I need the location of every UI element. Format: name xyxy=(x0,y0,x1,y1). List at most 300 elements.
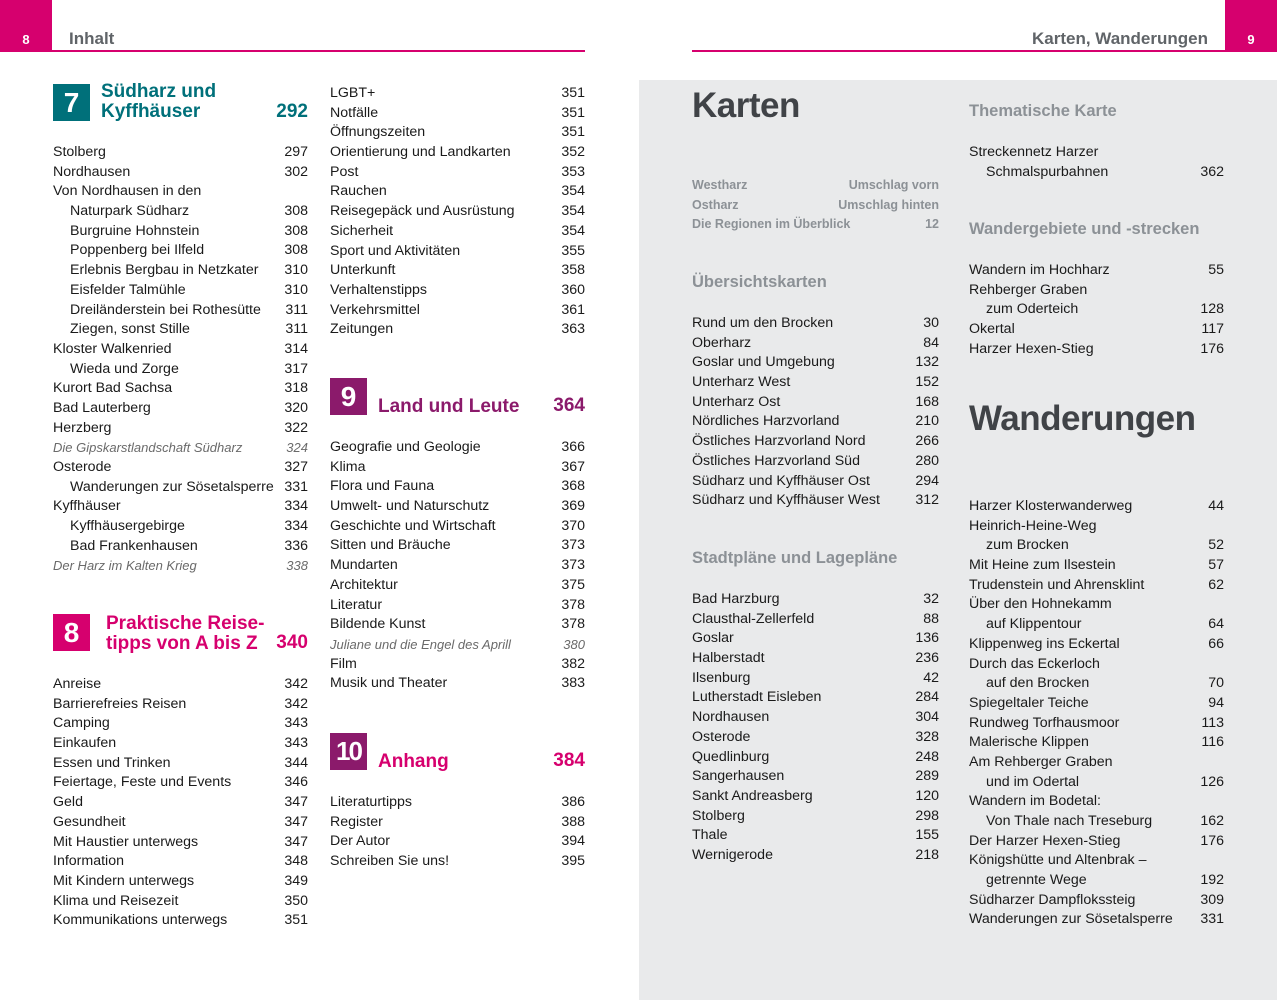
toc-entry-page: 354 xyxy=(561,203,585,220)
toc-entry xyxy=(692,590,939,610)
toc-entry-page: 116 xyxy=(1201,734,1224,751)
toc-entry xyxy=(692,393,939,413)
toc-entry-page: 310 xyxy=(284,262,308,279)
toc-entry-title: Von Nordhausen in den xyxy=(53,183,202,200)
toc-entry-page: 210 xyxy=(915,413,939,430)
toc-entry xyxy=(53,301,308,321)
toc-entry-title: Harzer Klosterwanderweg xyxy=(969,498,1133,514)
toc-entry-title: Streckennetz Harzer xyxy=(969,144,1099,160)
toc-entry-page: 128 xyxy=(1200,301,1224,318)
toc-entry-page: 367 xyxy=(561,458,585,475)
toc-entry-page: 331 xyxy=(284,478,308,495)
toc-entry xyxy=(330,635,585,655)
toc-entry xyxy=(330,832,585,852)
chapter-9-header xyxy=(330,378,585,418)
toc-entry xyxy=(53,911,308,931)
toc-entry xyxy=(330,517,585,537)
toc-entry-title: Zeitungen xyxy=(330,321,394,338)
toc-entry-title: Notfälle xyxy=(330,104,379,121)
toc-entry-title: Quedlinburg xyxy=(692,748,770,765)
toc-entry xyxy=(53,399,308,419)
toc-entry xyxy=(53,537,308,557)
toc-entry-page: 64 xyxy=(1208,616,1224,633)
toc-entry-page: 354 xyxy=(561,222,585,239)
toc-entry-title: Musik und Theater xyxy=(330,675,448,692)
toc-entry-page: 380 xyxy=(563,636,585,652)
chapter-page: 292 xyxy=(276,101,308,122)
toc-entry-title: Klima und Reisezeit xyxy=(53,892,179,909)
toc-entry-page: 349 xyxy=(284,872,308,889)
toc-entry-page: 328 xyxy=(915,728,939,745)
toc-entry-title: Nordhausen xyxy=(692,709,770,726)
toc-entry xyxy=(330,615,585,635)
toc-entry-title: Mit Kindern unterwegs xyxy=(53,872,195,889)
toc-entry-title: Wandern im Hochharz xyxy=(969,262,1110,278)
toc-entry xyxy=(692,826,939,846)
toc-entry xyxy=(969,556,1224,576)
toc-entry-title: Mit Heine zum Ilsestein xyxy=(969,557,1116,574)
toc-entry-page: 309 xyxy=(1200,891,1224,908)
toc-entry-page: 383 xyxy=(561,675,585,692)
toc-entry-page: 12 xyxy=(925,217,939,232)
toc-entry-title: auf Klippentour xyxy=(986,616,1082,633)
toc-entry-page: Umschlag vorn xyxy=(848,178,939,192)
toc-entry-page: 113 xyxy=(1201,714,1224,731)
toc-entry-title: zum Oderteich xyxy=(986,301,1079,318)
toc-entry-page: 343 xyxy=(284,715,308,732)
toc-entry-title: Klippenweg ins Eckertal xyxy=(969,635,1120,652)
right-page-number: 9 xyxy=(1247,32,1255,47)
toc-entry-title: Die Gipskarstlandschaft Südharz xyxy=(53,440,243,456)
toc-entry-title: Information xyxy=(53,853,124,870)
toc-entry xyxy=(330,281,585,301)
toc-entry xyxy=(53,261,308,281)
toc-entry xyxy=(969,615,1224,635)
toc-entry-page: 343 xyxy=(284,735,308,752)
toc-entry-page: 66 xyxy=(1208,635,1224,652)
toc-entry xyxy=(692,176,939,196)
chapter-8-list-continued xyxy=(330,84,585,340)
toc-entry-title: Thale xyxy=(692,827,728,844)
toc-entry xyxy=(53,675,308,695)
toc-entry-page: 311 xyxy=(285,321,308,338)
toc-entry xyxy=(692,491,939,511)
chapter-title-line: tipps von A bis Z xyxy=(106,633,258,654)
toc-entry-page: 162 xyxy=(1200,813,1224,829)
toc-entry-title: Durch das Eckerloch xyxy=(969,655,1100,672)
toc-entry-page: 284 xyxy=(915,689,939,706)
toc-entry-title: Anreise xyxy=(53,676,102,692)
toc-entry xyxy=(692,412,939,432)
toc-entry xyxy=(692,728,939,748)
toc-entry xyxy=(692,669,939,689)
toc-entry xyxy=(53,833,308,853)
toc-entry-title: Kloster Walkenried xyxy=(53,340,172,357)
toc-entry-title: Mundarten xyxy=(330,557,398,574)
toc-entry xyxy=(969,674,1224,694)
toc-entry-page: 327 xyxy=(284,459,308,475)
toc-entry-title: Post xyxy=(330,163,359,180)
chapter-7-list xyxy=(53,143,308,576)
toc-entry-title: Umwelt- und Naturschutz xyxy=(330,498,490,515)
toc-entry-title: Unterkunft xyxy=(330,262,396,279)
toc-entry xyxy=(53,813,308,833)
toc-entry-page: 366 xyxy=(561,439,585,455)
toc-entry-title: Bad Lauterberg xyxy=(53,399,151,416)
left-page-number: 8 xyxy=(22,32,30,47)
toc-entry xyxy=(969,655,1224,675)
toc-entry xyxy=(692,373,939,393)
toc-entry xyxy=(692,807,939,827)
toc-entry-title: Flora und Fauna xyxy=(330,478,435,495)
toc-entry xyxy=(969,595,1224,615)
toc-entry-title: Östliches Harzvorland Süd xyxy=(692,452,860,469)
toc-entry-title: und im Odertal xyxy=(986,773,1080,790)
toc-entry xyxy=(53,478,308,498)
toc-entry-title: Bad Frankenhausen xyxy=(70,537,198,554)
toc-entry-title: Kommunikations unterwegs xyxy=(53,912,228,929)
toc-entry-page: 344 xyxy=(284,754,308,771)
chapter-9-list xyxy=(330,438,585,694)
toc-entry xyxy=(969,497,1224,517)
toc-entry-page: 370 xyxy=(561,517,585,534)
toc-entry xyxy=(692,610,939,630)
toc-entry xyxy=(53,143,308,163)
toc-entry-title: Halberstadt xyxy=(692,650,765,667)
toc-entry xyxy=(330,320,585,340)
toc-entry-page: 176 xyxy=(1200,340,1224,357)
toc-entry-page: 248 xyxy=(915,748,939,765)
toc-entry xyxy=(330,182,585,202)
toc-entry xyxy=(330,852,585,872)
toc-entry-page: 297 xyxy=(284,144,308,160)
toc-entry xyxy=(53,182,308,202)
toc-entry-title: Nördliches Harzvorland xyxy=(692,413,840,430)
toc-entry xyxy=(53,320,308,340)
toc-entry-page: 132 xyxy=(915,354,939,371)
chapter-title: Land und Leute xyxy=(378,396,520,417)
chapter-page: 384 xyxy=(553,750,585,771)
toc-entry-page: 362 xyxy=(1200,163,1224,180)
toc-entry-title: Film xyxy=(330,655,357,672)
toc-entry-title: Register xyxy=(330,813,383,830)
toc-entry-title: Königshütte und Altenbrak – xyxy=(969,852,1147,869)
toc-entry xyxy=(330,104,585,124)
toc-entry-page: 353 xyxy=(561,163,585,180)
toc-entry xyxy=(692,767,939,787)
stadtplaene-heading: Stadtpläne und Lagepläne xyxy=(692,549,898,567)
toc-entry xyxy=(692,472,939,492)
toc-entry-page: 302 xyxy=(284,163,308,180)
toc-entry-page: 57 xyxy=(1208,557,1224,574)
toc-entry xyxy=(692,787,939,807)
toc-entry-title: Verkehrsmittel xyxy=(330,301,420,318)
toc-entry xyxy=(969,733,1224,753)
toc-entry-title: Kyffhäusergebirge xyxy=(70,518,185,535)
toc-entry-title: Dreiländerstein bei Rothesütte xyxy=(70,301,261,318)
toc-entry xyxy=(53,556,308,576)
thematisch-list xyxy=(969,143,1224,182)
toc-entry xyxy=(53,714,308,734)
toc-entry-page: 126 xyxy=(1200,773,1224,790)
toc-entry-title: Südharz und Kyffhäuser Ost xyxy=(692,472,870,489)
toc-entry xyxy=(330,655,585,675)
toc-entry xyxy=(330,301,585,321)
toc-entry-title: Poppenberg bei Ilfeld xyxy=(70,242,205,259)
toc-entry-page: 355 xyxy=(561,242,585,259)
toc-entry-page: 395 xyxy=(561,853,585,870)
toc-entry-title: Feiertage, Feste und Events xyxy=(53,774,232,791)
toc-entry-title: Lutherstadt Eisleben xyxy=(692,689,822,706)
right-header-rule xyxy=(692,50,1225,52)
toc-entry xyxy=(330,458,585,478)
toc-entry xyxy=(330,438,585,458)
karten-title: Karten xyxy=(692,86,800,125)
toc-entry xyxy=(969,281,1224,301)
toc-entry-title: Wernigerode xyxy=(692,846,773,863)
chapter-10-header xyxy=(330,733,585,773)
toc-entry-page: 317 xyxy=(284,360,308,377)
chapter-number-box: 9 xyxy=(330,378,367,415)
toc-entry xyxy=(969,694,1224,714)
toc-entry-page: 318 xyxy=(284,380,308,397)
toc-entry xyxy=(969,536,1224,556)
toc-entry-title: Ilsenburg xyxy=(692,669,751,686)
toc-entry-page: 331 xyxy=(1200,911,1224,928)
toc-entry-title: Oberharz xyxy=(692,334,752,351)
toc-entry-title: Sicherheit xyxy=(330,222,394,239)
chapter-page: 364 xyxy=(553,395,585,416)
toc-entry xyxy=(969,163,1224,183)
toc-entry-page: 30 xyxy=(923,315,939,331)
toc-entry-title: Unterharz Ost xyxy=(692,393,781,410)
toc-entry xyxy=(330,497,585,517)
toc-entry-title: Orientierung und Landkarten xyxy=(330,144,511,161)
toc-entry-title: Wieda und Zorge xyxy=(70,360,179,377)
toc-entry-title: Barrierefreies Reisen xyxy=(53,695,187,712)
toc-entry xyxy=(969,753,1224,773)
chapter-title-line: Praktische Reise- xyxy=(106,613,265,634)
toc-entry xyxy=(53,852,308,872)
toc-entry xyxy=(330,163,585,183)
right-page-title: Karten, Wanderungen xyxy=(1032,29,1208,48)
toc-entry-title: Südharz und Kyffhäuser West xyxy=(692,492,880,509)
toc-entry-title: Östliches Harzvorland Nord xyxy=(692,433,866,450)
toc-entry-title: Rundweg Torfhausmoor xyxy=(969,714,1120,731)
toc-entry-title: Camping xyxy=(53,715,110,732)
toc-entry-page: 361 xyxy=(561,301,585,318)
toc-entry-title: Wanderungen zur Sösetalsperre xyxy=(70,478,274,495)
toc-entry xyxy=(969,340,1224,360)
toc-entry-title: LGBT+ xyxy=(330,85,376,101)
right-page-number-tab xyxy=(1225,0,1277,52)
uebersicht-list xyxy=(692,314,939,511)
toc-entry xyxy=(330,222,585,242)
toc-entry-title: Literaturtipps xyxy=(330,794,413,810)
toc-entry xyxy=(53,497,308,517)
toc-entry xyxy=(692,314,939,334)
toc-entry xyxy=(53,438,308,458)
toc-entry xyxy=(692,629,939,649)
toc-entry xyxy=(53,793,308,813)
chapter-title-line: Kyffhäuser xyxy=(101,101,201,122)
toc-entry-page: 347 xyxy=(284,833,308,850)
toc-entry-title: Geografie und Geologie xyxy=(330,439,481,455)
toc-entry xyxy=(969,300,1224,320)
toc-entry xyxy=(969,851,1224,871)
toc-entry xyxy=(330,477,585,497)
toc-entry-title: Essen und Trinken xyxy=(53,754,171,771)
toc-entry-title: Gesundheit xyxy=(53,813,126,830)
toc-entry xyxy=(969,812,1224,832)
toc-entry-title: Herzberg xyxy=(53,419,112,436)
toc-entry-title: Unterharz West xyxy=(692,374,791,391)
toc-entry xyxy=(53,202,308,222)
toc-entry-page: 375 xyxy=(561,576,585,593)
toc-entry xyxy=(330,596,585,616)
toc-entry-page: 394 xyxy=(561,833,585,850)
toc-entry-title: Verhaltenstipps xyxy=(330,281,428,298)
toc-entry-page: 354 xyxy=(561,183,585,200)
toc-entry-title: Sitten und Bräuche xyxy=(330,537,451,554)
toc-entry-page: 280 xyxy=(915,452,939,469)
left-page-title: Inhalt xyxy=(69,29,115,48)
toc-entry-page: 42 xyxy=(923,669,939,686)
toc-entry xyxy=(330,84,585,104)
toc-entry xyxy=(330,261,585,281)
toc-entry xyxy=(969,517,1224,537)
toc-entry-page: 352 xyxy=(561,144,585,161)
toc-entry-title: Klima xyxy=(330,458,366,475)
toc-entry xyxy=(692,708,939,728)
toc-entry xyxy=(969,714,1224,734)
toc-entry-title: Rund um den Brocken xyxy=(692,315,834,331)
toc-entry xyxy=(330,202,585,222)
toc-entry-page: 192 xyxy=(1200,872,1224,889)
toc-entry xyxy=(969,576,1224,596)
toc-entry-page: 298 xyxy=(915,807,939,824)
left-header-rule xyxy=(52,50,585,52)
toc-entry-title: Clausthal-Zellerfeld xyxy=(692,610,815,627)
toc-entry-title: Über den Hohnekamm xyxy=(969,596,1112,613)
toc-entry-page: 308 xyxy=(284,203,308,220)
toc-entry-title: Harzer Hexen-Stieg xyxy=(969,340,1094,357)
chapter-7-header xyxy=(53,81,308,124)
toc-entry-page: 334 xyxy=(284,518,308,535)
toc-entry xyxy=(53,773,308,793)
toc-entry-title: Trudenstein und Ahrensklint xyxy=(969,576,1145,593)
toc-entry-page: 373 xyxy=(561,557,585,574)
toc-entry-page: 322 xyxy=(284,419,308,436)
toc-entry xyxy=(330,674,585,694)
toc-entry-title: Öffnungszeiten xyxy=(330,124,426,141)
toc-entry-page: 324 xyxy=(286,440,308,456)
toc-entry-title: Erlebnis Bergbau in Netzkater xyxy=(70,262,259,279)
toc-entry xyxy=(969,143,1224,163)
toc-entry xyxy=(692,432,939,452)
toc-entry-page: 314 xyxy=(284,340,308,357)
toc-entry-title: Von Thale nach Treseburg xyxy=(986,813,1153,829)
chapter-number-box: 8 xyxy=(53,614,90,651)
toc-entry-page: 382 xyxy=(561,655,585,672)
toc-entry xyxy=(692,196,939,216)
toc-entry-page: 347 xyxy=(284,813,308,830)
toc-entry-page: 136 xyxy=(915,630,939,647)
chapter-title: Anhang xyxy=(378,751,449,772)
chapter-8-list xyxy=(53,675,308,931)
toc-entry-page: 378 xyxy=(561,596,585,613)
toc-entry-title: Südharzer Dampflokssteig xyxy=(969,891,1136,908)
toc-entry-title: Sport und Aktivitäten xyxy=(330,242,461,259)
toc-entry-page: 351 xyxy=(561,85,585,101)
toc-entry-page: 117 xyxy=(1201,321,1224,338)
toc-entry-page: 342 xyxy=(284,695,308,712)
toc-entry xyxy=(330,143,585,163)
chapter-number-box: 10 xyxy=(330,733,367,770)
toc-entry-page: 350 xyxy=(284,892,308,909)
toc-entry-page: 348 xyxy=(284,853,308,870)
toc-entry xyxy=(53,458,308,478)
wanderungen-title: Wanderungen xyxy=(969,399,1196,438)
toc-entry-page: 346 xyxy=(284,774,308,791)
left-page-number-tab xyxy=(0,0,52,52)
toc-entry-page: 152 xyxy=(915,374,939,391)
chapter-8-header xyxy=(53,614,308,654)
wandergebiete-heading: Wandergebiete und -strecken xyxy=(969,220,1200,238)
toc-entry xyxy=(330,576,585,596)
toc-entry xyxy=(330,123,585,143)
toc-entry-page: 334 xyxy=(284,498,308,515)
toc-entry-title: Kyffhäuser xyxy=(53,498,121,515)
toc-entry xyxy=(53,281,308,301)
toc-entry-page: 342 xyxy=(284,676,308,692)
toc-entry-title: Naturpark Südharz xyxy=(70,203,190,220)
toc-entry-page: 294 xyxy=(915,472,939,489)
toc-entry-page: 44 xyxy=(1208,498,1224,514)
karten-intro-list xyxy=(692,176,939,235)
toc-entry-title: Einkaufen xyxy=(53,735,117,752)
toc-entry xyxy=(692,649,939,669)
toc-entry-page: 336 xyxy=(284,537,308,554)
toc-entry-page: 308 xyxy=(284,222,308,239)
toc-entry-page: 304 xyxy=(915,709,939,726)
toc-entry-title: Stolberg xyxy=(53,144,106,160)
toc-entry-title: Burgruine Hohnstein xyxy=(70,222,200,239)
toc-entry-page: 351 xyxy=(561,104,585,121)
toc-entry xyxy=(53,754,308,774)
toc-entry xyxy=(969,891,1224,911)
toc-entry xyxy=(53,340,308,360)
toc-entry-title: Reisegepäck und Ausrüstung xyxy=(330,203,515,220)
toc-entry-page: 176 xyxy=(1200,832,1224,849)
toc-entry-title: Sangerhausen xyxy=(692,768,785,785)
toc-entry xyxy=(53,872,308,892)
toc-entry-title: Geschichte und Wirtschaft xyxy=(330,517,496,534)
toc-entry xyxy=(53,222,308,242)
toc-entry-title: Osterode xyxy=(53,459,112,475)
toc-entry-title: Wandern im Bodetal: xyxy=(969,793,1101,810)
toc-entry-page: 358 xyxy=(561,262,585,279)
toc-entry-title: Ziegen, sonst Stille xyxy=(70,321,190,338)
toc-entry-title: Goslar und Umgebung xyxy=(692,354,835,371)
toc-entry-page: 368 xyxy=(561,478,585,495)
toc-entry-page: 168 xyxy=(915,393,939,410)
toc-entry-title: Mit Haustier unterwegs xyxy=(53,833,199,850)
toc-entry-page: 373 xyxy=(561,537,585,554)
wanderungen-list xyxy=(969,497,1224,930)
toc-entry-title: Die Regionen im Überblick xyxy=(692,217,851,232)
toc-entry-title: Heinrich-Heine-Weg xyxy=(969,517,1097,534)
